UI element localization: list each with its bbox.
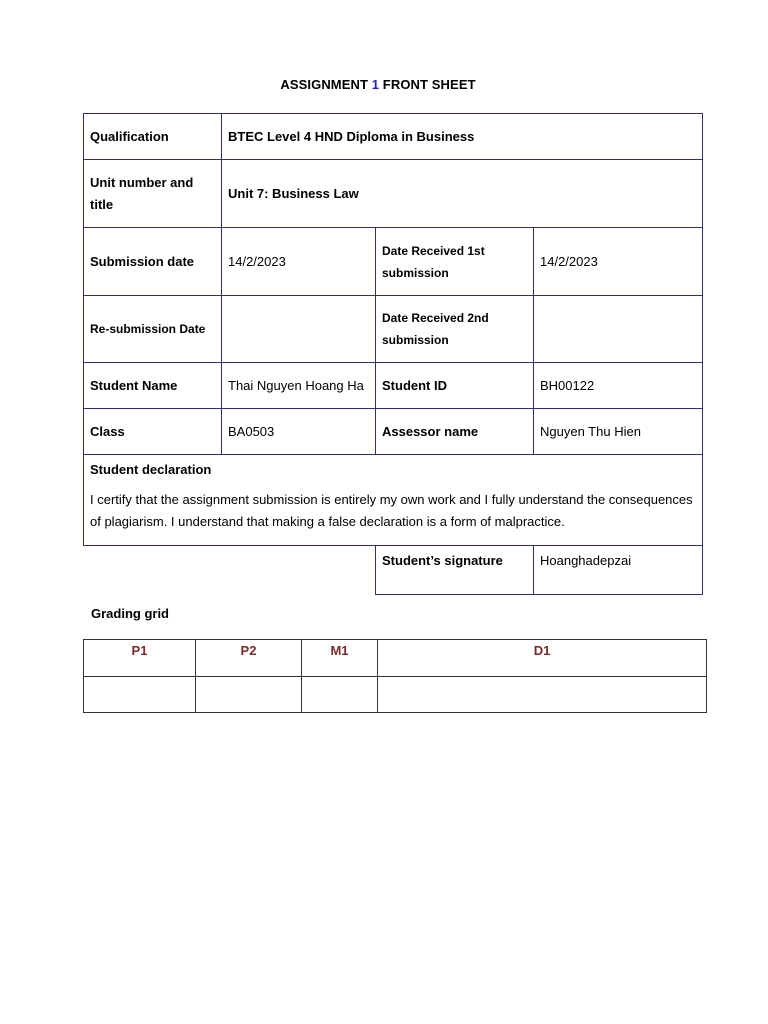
submission-row [84,228,703,296]
class-value: BA0503 [222,409,376,455]
declaration-cell [84,455,703,546]
resubmission-date-value [222,296,376,363]
grading-value-row [84,677,707,713]
date-received-2nd-label: Date Received 2nd submission [376,296,534,363]
unit-row [84,160,703,228]
assessor-label: Assessor name [376,409,534,455]
resubmission-row [84,296,703,363]
grade-header-d1: D1 [378,640,707,677]
signature-label: Student’s signature [376,546,534,595]
qualification-value: BTEC Level 4 HND Diploma in Business [222,114,703,160]
submission-date-label: Submission date [84,228,222,296]
grading-grid [83,639,707,713]
qualification-label: Qualification [84,114,222,160]
grade-value-p1 [84,677,196,713]
signature-value: Hoanghadepzai [534,546,703,595]
grade-value-p2 [196,677,302,713]
grade-header-m1: M1 [302,640,378,677]
front-sheet-table [83,113,703,595]
signature-spacer [84,546,376,595]
grade-value-m1 [302,677,378,713]
page-title [0,77,756,92]
date-received-1st-label: Date Received 1st submission [376,228,534,296]
grade-header-p2: P2 [196,640,302,677]
title-suffix: FRONT SHEET [379,77,476,92]
student-name-label: Student Name [84,363,222,409]
student-row [84,363,703,409]
class-label: Class [84,409,222,455]
submission-date-value: 14/2/2023 [222,228,376,296]
grade-header-p1: P1 [84,640,196,677]
class-row [84,409,703,455]
title-prefix: ASSIGNMENT [280,77,372,92]
declaration-text: I certify that the assignment submission is entirely my own work and I fully understand the consequences of plagiarism. I understand that making a false declaration is a form of malpractice. [90,492,693,529]
unit-value: Unit 7: Business Law [222,160,703,228]
assessor-value: Nguyen Thu Hien [534,409,703,455]
date-received-1st-value: 14/2/2023 [534,228,703,296]
declaration-row [84,455,703,546]
unit-label: Unit number and title [84,160,222,228]
qualification-row [84,114,703,160]
resubmission-date-label: Re-submission Date [84,296,222,363]
grading-grid-label: Grading grid [91,606,169,621]
declaration-title: Student declaration [90,462,212,477]
title-number: 1 [371,77,380,92]
student-id-value: BH00122 [534,363,703,409]
student-name-value: Thai Nguyen Hoang Ha [222,363,376,409]
grading-header-row [84,640,707,677]
grade-value-d1 [378,677,707,713]
signature-row [84,546,703,595]
date-received-2nd-value [534,296,703,363]
student-id-label: Student ID [376,363,534,409]
